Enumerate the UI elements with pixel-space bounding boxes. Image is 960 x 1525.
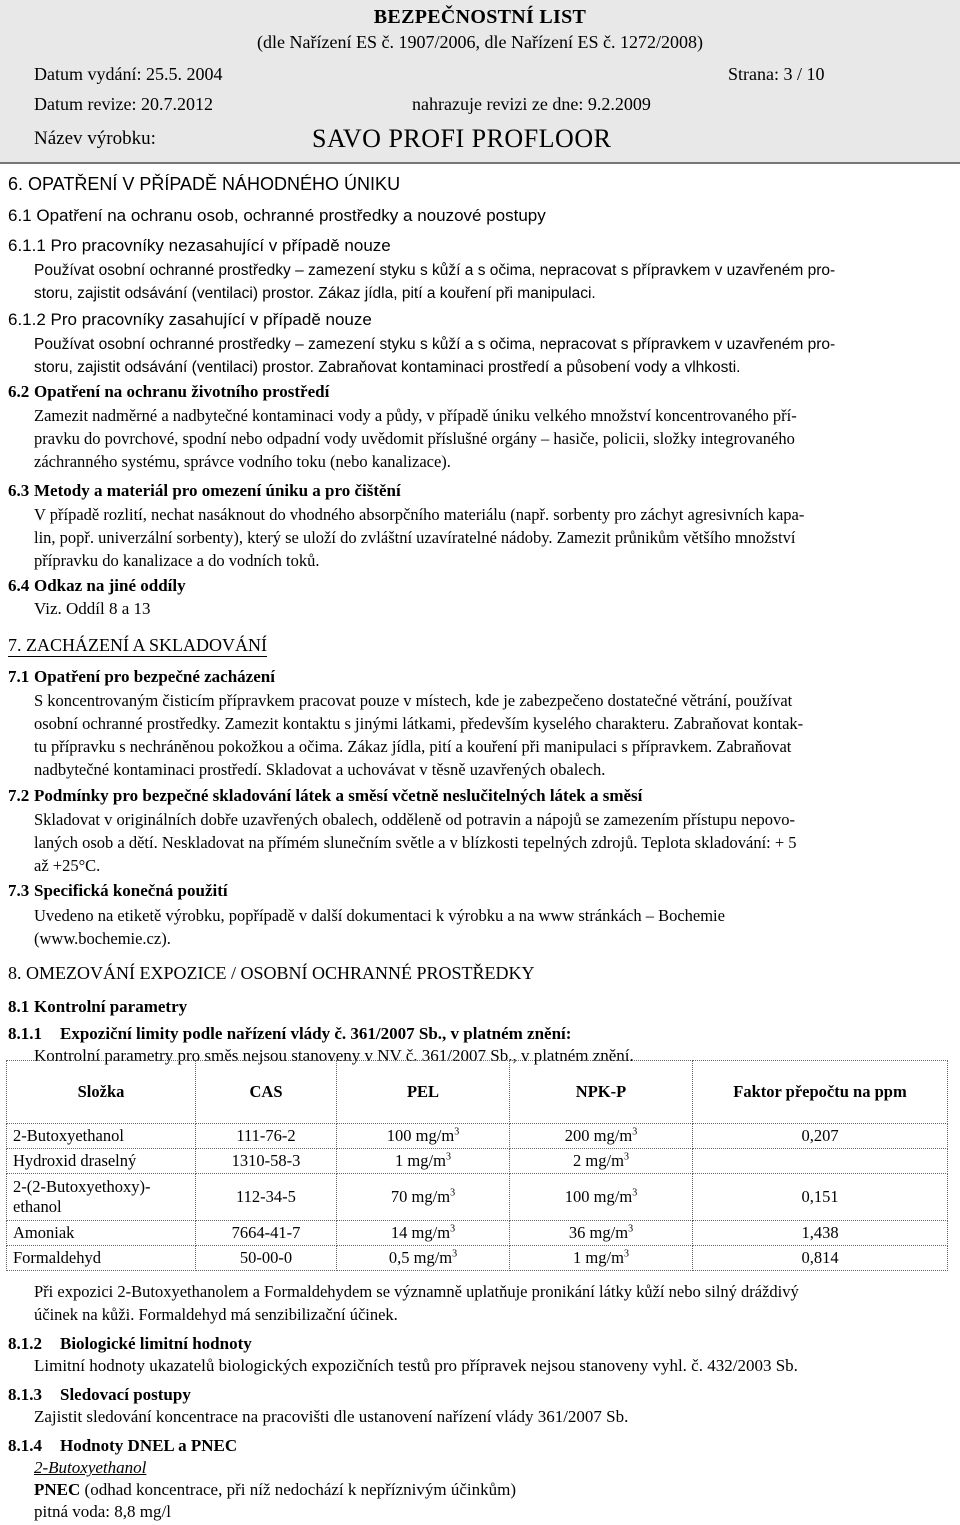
revision-date: Datum revize: 20.7.2012 (34, 94, 213, 114)
section-7-2-text: Skladovat v originálních dobře uzavřených obalech, odděleně od potravin a nápojů se zamezením přístupu nepovo- laných osob a dětí. Neskladovat na přímém slunečním světle a v blízkosti tepelných zdrojů. Teplota skladování: + 5 až +25°C. (34, 810, 797, 875)
cell-cas-text: 111-76-2 (236, 1126, 296, 1145)
cell-component (7, 1221, 196, 1246)
col-header-npk: NPK-P (510, 1061, 693, 1124)
cell-factor-text: 0,151 (801, 1187, 839, 1206)
cell-factor-text: 0,207 (801, 1126, 839, 1145)
table-body (7, 1124, 948, 1271)
section-8-1-4-heading: 8.1.4 Hodnoty DNEL a PNEC (8, 1436, 238, 1455)
cell-pel-text: 0,5 mg/m (388, 1248, 453, 1267)
cell-pel-text: 1 mg/m (395, 1151, 446, 1170)
cell-npk (510, 1246, 693, 1271)
table-row (7, 1221, 948, 1246)
cell-npk (510, 1174, 693, 1221)
section-6-4-heading: 6.4 Odkaz na jiné oddíly (8, 576, 186, 595)
section-8-title: 8. OMEZOVÁNÍ EXPOZICE / OSOBNÍ OCHRANNÉ PROSTŘEDKY (8, 963, 535, 983)
replaces-revision: nahrazuje revizi ze dne: 9.2.2009 (412, 94, 651, 114)
unit-exponent: 3 (628, 1223, 634, 1235)
section-7-1-text: S koncentrovaným čisticím přípravkem pracovat pouze v místech, kde je zabezpečeno dostatečné větrání, používat osobní ochranné prostředky. Zamezit kontaktu s jinými látkami, především kyselého charakteru. Zabraňovat kontak- tu přípravku s nechráněnou pokožkou a očima. Zákaz jídla, pití a kouření při manipulaci s přípravkem. Zabraňovat nadbytečné kontaminaci prostředí. Skladovat a uchovávat v těsně uzavřených obalech. (34, 691, 804, 779)
section-6-title: 6. OPATŘENÍ V PŘÍPADĚ NÁHODNÉHO ÚNIKU (8, 174, 401, 194)
table-row (7, 1149, 948, 1174)
col-header-pel: PEL (337, 1061, 510, 1124)
cell-npk-text: 200 mg/m (564, 1126, 633, 1145)
section-6-1-1-heading: 6.1.1 Pro pracovníky nezasahující v případě nouze (8, 236, 391, 255)
cell-pel (337, 1149, 510, 1174)
section-6-2-text: Zamezit nadměrné a nadbytečné kontaminaci vody a půdy, v případě úniku velkého množství koncentrovaného pří- pravku do povrchové, spodní nebo odpadní vody uvědomit příslušné orgány – hasiče, policii, složky integrovaného záchranného systému, správce vodního toku (nebo kanalizace). (34, 406, 797, 471)
unit-exponent: 3 (632, 1187, 638, 1199)
unit-exponent: 3 (623, 1151, 629, 1163)
cell-npk-text: 2 mg/m (573, 1151, 624, 1170)
cell-npk (510, 1221, 693, 1246)
cell-cas (196, 1221, 337, 1246)
unit-exponent: 3 (450, 1187, 456, 1199)
cell-pel (337, 1246, 510, 1271)
cell-factor (693, 1246, 948, 1271)
exposure-limits-table (6, 1060, 948, 1271)
exposure-note: Při expozici 2-Butoxyethanolem a Formaldehydem se významně uplatňuje pronikání látky kůží nebo silný dráždivý účinek na kůži. Formaldehyd má senzibilizační účinek. (34, 1282, 799, 1324)
cell-pel (337, 1124, 510, 1149)
section-6-3-text: V případě rozlití, nechat nasáknout do vhodného absorpčního materiálu (např. sorbenty pro záchyt agresivních kapa- lin, popř. univerzální sorbenty), který se uloží do zvláštní uzavíratelné nádoby. Zamezit průnikům většího množství přípravku do kanalizace a do vodních toků. (34, 505, 805, 570)
cell-cas-text: 50-00-0 (239, 1248, 293, 1267)
section-7-3-text: Uvedeno na etiketě výrobku, popřípadě v další dokumentaci k výrobku a na www stránkách – Bochemie (www.bochemie.cz). (34, 906, 725, 948)
unit-exponent: 3 (452, 1248, 458, 1260)
section-8-1-2-text: Limitní hodnoty ukazatelů biologických expozičních testů pro přípravek nejsou stanoveny vyhl. č. 432/2003 Sb. (34, 1356, 798, 1375)
cell-factor (693, 1124, 948, 1149)
document-header (0, 0, 960, 162)
section-8-1-2-heading: 8.1.2 Biologické limitní hodnoty (8, 1334, 252, 1353)
cell-factor (693, 1174, 948, 1221)
cell-factor-text: 0,814 (801, 1248, 839, 1267)
issue-date: Datum vydání: 25.5. 2004 (34, 64, 223, 84)
unit-exponent: 3 (445, 1151, 451, 1163)
unit-exponent: 3 (450, 1223, 456, 1235)
col-header-component: Složka (7, 1061, 196, 1124)
unit-exponent: 3 (623, 1248, 629, 1260)
cell-pel-text: 14 mg/m (390, 1223, 451, 1242)
section-7-3-heading: 7.3 Specifická konečná použití (8, 881, 228, 900)
cell-npk-text: 100 mg/m (564, 1187, 633, 1206)
section-8-1-3-text: Zajistit sledování koncentrace na pracovišti dle ustanovení nařízení vlády 361/2007 Sb. (34, 1407, 629, 1426)
section-7-title: 7. ZACHÁZENÍ A SKLADOVÁNÍ (8, 635, 267, 655)
cell-cas (196, 1174, 337, 1221)
section-8-1-heading: 8.1 Kontrolní parametry (8, 997, 188, 1016)
section-6-1-2-text: Používat osobní ochranné prostředky – zamezení styku s kůží a s očima, nepracovat s přípravkem v uzavřeném pro- storu, zajistit odsávání (ventilaci) prostor. Zabraňovat kontaminaci prostředí a působení vody a vlhkosti. (34, 336, 836, 376)
table-row (7, 1124, 948, 1149)
cell-component (7, 1174, 196, 1221)
section-7-2-heading: 7.2 Podmínky pro bezpečné skladování látek a směsí včetně neslučitelných látek a směsí (8, 786, 643, 805)
cell-pel-text: 100 mg/m (386, 1126, 455, 1145)
cell-component (7, 1149, 196, 1174)
section-8-1-3-heading: 8.1.3 Sledovací postupy (8, 1385, 191, 1404)
cell-cas-text: 7664-41-7 (231, 1223, 301, 1242)
cell-cas-text: 112-34-5 (236, 1187, 296, 1206)
section-6-1-1-text: Používat osobní ochranné prostředky – zamezení styku s kůží a s očima, nepracovat s přípravkem v uzavřeném pro- storu, zajistit odsávání (ventilaci) prostor. Zákaz jídla, pití a kouření při manipulaci. (34, 262, 836, 302)
cell-cas (196, 1124, 337, 1149)
unit-exponent: 3 (454, 1126, 460, 1138)
cell-component-text: Amoniak (13, 1223, 75, 1242)
cell-component-text: 2-(2-Butoxyethoxy)-ethanol (13, 1177, 151, 1216)
header-divider (0, 162, 960, 164)
section-8-1-1-text: Kontrolní parametry pro směs nejsou stanoveny v NV č. 361/2007 Sb., v platném znění. (34, 1046, 634, 1065)
substance-name: 2-Butoxyethanol (34, 1458, 147, 1477)
cell-pel-text: 70 mg/m (390, 1187, 451, 1206)
page-number: Strana: 3 / 10 (728, 64, 825, 84)
pnec-line: PNEC (odhad koncentrace, při níž nedochází k nepříznivým účinkům) (34, 1480, 516, 1499)
cell-component-text: Hydroxid draselný (13, 1151, 137, 1170)
cell-component (7, 1124, 196, 1149)
table-row (7, 1246, 948, 1271)
section-6-1-2-heading: 6.1.2 Pro pracovníky zasahující v případě nouze (8, 310, 372, 329)
section-7-1-heading: 7.1 Opatření pro bezpečné zacházení (8, 667, 275, 686)
table-header-row (7, 1061, 948, 1124)
cell-npk-text: 36 mg/m (568, 1223, 629, 1242)
product-name: SAVO PROFI PROFLOOR (312, 124, 612, 153)
unit-exponent: 3 (632, 1126, 638, 1138)
cell-component-text: 2-Butoxyethanol (13, 1126, 124, 1145)
section-6-3-heading: 6.3 Metody a materiál pro omezení úniku a pro čištění (8, 481, 401, 500)
col-header-factor: Faktor přepočtu na ppm (693, 1061, 948, 1124)
document-title: BEZPEČNOSTNÍ LIST (373, 6, 587, 28)
cell-pel (337, 1221, 510, 1246)
cell-cas-text: 1310-58-3 (231, 1151, 301, 1170)
product-label: Název výrobku: (34, 128, 156, 149)
cell-npk (510, 1124, 693, 1149)
section-6-2-heading: 6.2 Opatření na ochranu životního prostředí (8, 382, 330, 401)
section-8-1-1-heading: 8.1.1 Expoziční limity podle nařízení vlády č. 361/2007 Sb., v platném znění: (8, 1024, 572, 1043)
section-6-1-heading: 6.1 Opatření na ochranu osob, ochranné prostředky a nouzové postupy (8, 206, 546, 225)
drinking-water-value: pitná voda: 8,8 mg/l (34, 1502, 171, 1521)
cell-npk (510, 1149, 693, 1174)
cell-npk-text: 1 mg/m (573, 1248, 624, 1267)
cell-component-text: Formaldehyd (13, 1248, 101, 1267)
section-6-4-text: Viz. Oddíl 8 a 13 (34, 599, 151, 618)
cell-cas (196, 1246, 337, 1271)
cell-pel (337, 1174, 510, 1221)
cell-factor-text: 1,438 (801, 1223, 839, 1242)
cell-cas (196, 1149, 337, 1174)
table-row (7, 1174, 948, 1221)
col-header-cas: CAS (196, 1061, 337, 1124)
cell-factor (693, 1149, 948, 1174)
document-regulation: (dle Nařízení ES č. 1907/2006, dle Nařízení ES č. 1272/2008) (257, 32, 703, 52)
cell-factor (693, 1221, 948, 1246)
cell-component (7, 1246, 196, 1271)
